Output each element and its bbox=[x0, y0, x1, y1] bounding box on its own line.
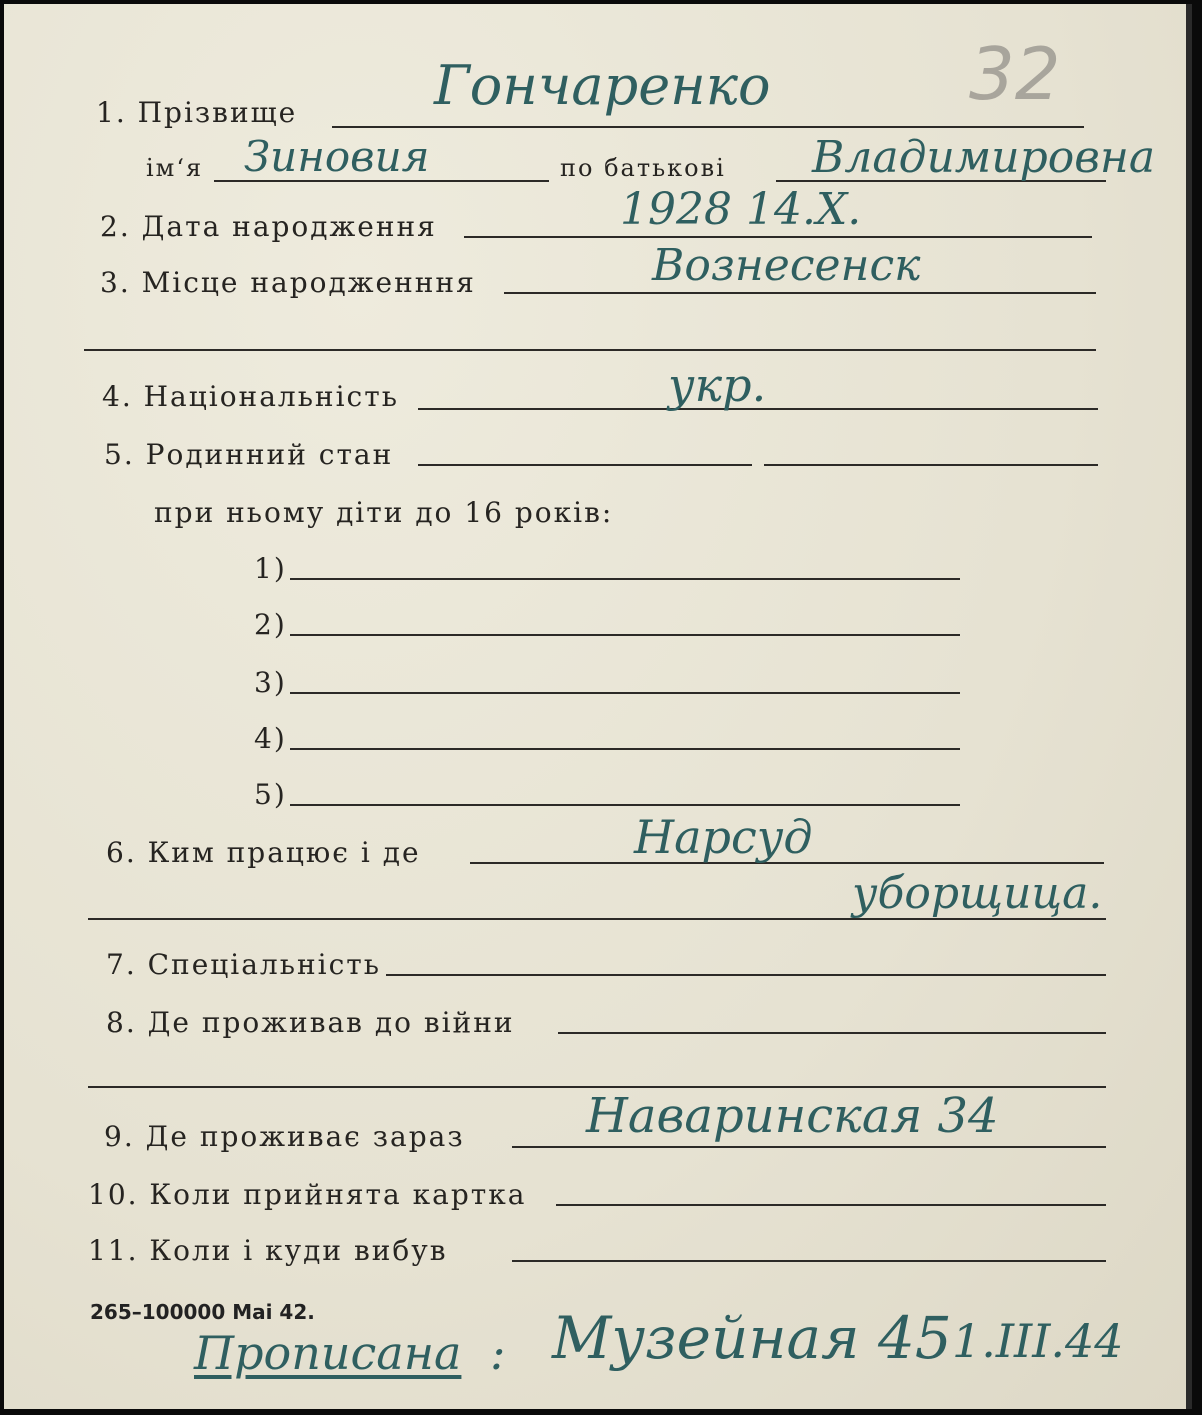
corner-mark: 32 bbox=[969, 32, 1061, 116]
birth-date-label: 2. Дата народження bbox=[100, 210, 437, 243]
patronymic-label: по батькові bbox=[560, 154, 726, 182]
registered-address: Музейная 45 bbox=[552, 1304, 952, 1372]
prewar-address-label: 8. Де проживав до війни bbox=[106, 1006, 515, 1039]
card-accepted-line bbox=[556, 1204, 1106, 1206]
patronymic-value: Владимировна bbox=[812, 132, 1156, 183]
occupation-value-1: Нарсуд bbox=[634, 810, 813, 864]
nationality-value: укр. bbox=[668, 358, 767, 412]
current-address-line bbox=[512, 1146, 1106, 1148]
departure-line bbox=[512, 1260, 1106, 1262]
birth-place-line-2 bbox=[84, 349, 1096, 351]
prewar-address-line bbox=[558, 1032, 1106, 1034]
marital-status-line-a bbox=[418, 464, 752, 466]
departure-label: 11. Коли і куди вибув bbox=[88, 1234, 448, 1267]
surname-label: 1. Прізвище bbox=[96, 96, 298, 129]
occupation-value-2: уборщица. bbox=[852, 868, 1103, 919]
name-label: ім‘я bbox=[146, 154, 204, 182]
marital-status-line-b bbox=[764, 464, 1098, 466]
nationality-label: 4. Національність bbox=[102, 380, 399, 413]
registered-date: 1.III.44 bbox=[952, 1314, 1124, 1368]
child-4-label: 4) bbox=[254, 722, 287, 755]
name-value: Зиновия bbox=[244, 132, 430, 181]
child-5-label: 5) bbox=[254, 778, 287, 811]
child-2-line bbox=[290, 634, 960, 636]
current-address-label: 9. Де проживає зараз bbox=[104, 1120, 465, 1153]
child-5-line bbox=[290, 804, 960, 806]
birth-date-value: 1928 14.X. bbox=[620, 184, 862, 235]
registered-label: Прописана bbox=[194, 1326, 462, 1380]
print-code: 265–100000 Mai 42. bbox=[90, 1300, 315, 1324]
child-3-line bbox=[290, 692, 960, 694]
surname-line bbox=[332, 126, 1084, 128]
registration-card bbox=[4, 4, 1192, 1409]
registered-colon: : bbox=[490, 1326, 506, 1380]
birth-date-line bbox=[464, 236, 1092, 238]
birth-place-label: 3. Місце народженння bbox=[100, 266, 476, 299]
birth-place-value: Вознесенск bbox=[652, 240, 921, 291]
child-3-label: 3) bbox=[254, 666, 287, 699]
current-address-value: Наваринская 34 bbox=[586, 1088, 999, 1144]
child-2-label: 2) bbox=[254, 608, 287, 641]
specialty-line bbox=[386, 974, 1106, 976]
child-4-line bbox=[290, 748, 960, 750]
birth-place-line bbox=[504, 292, 1096, 294]
specialty-label: 7. Спеціальність bbox=[106, 948, 381, 981]
surname-value: Гончаренко bbox=[434, 54, 771, 117]
child-1-line bbox=[290, 578, 960, 580]
child-1-label: 1) bbox=[254, 552, 287, 585]
marital-status-label: 5. Родинний стан bbox=[104, 438, 394, 471]
occupation-label: 6. Ким працює і де bbox=[106, 836, 421, 869]
card-accepted-label: 10. Коли прийнята картка bbox=[88, 1178, 527, 1211]
children-label: при ньому діти до 16 років: bbox=[154, 496, 614, 529]
